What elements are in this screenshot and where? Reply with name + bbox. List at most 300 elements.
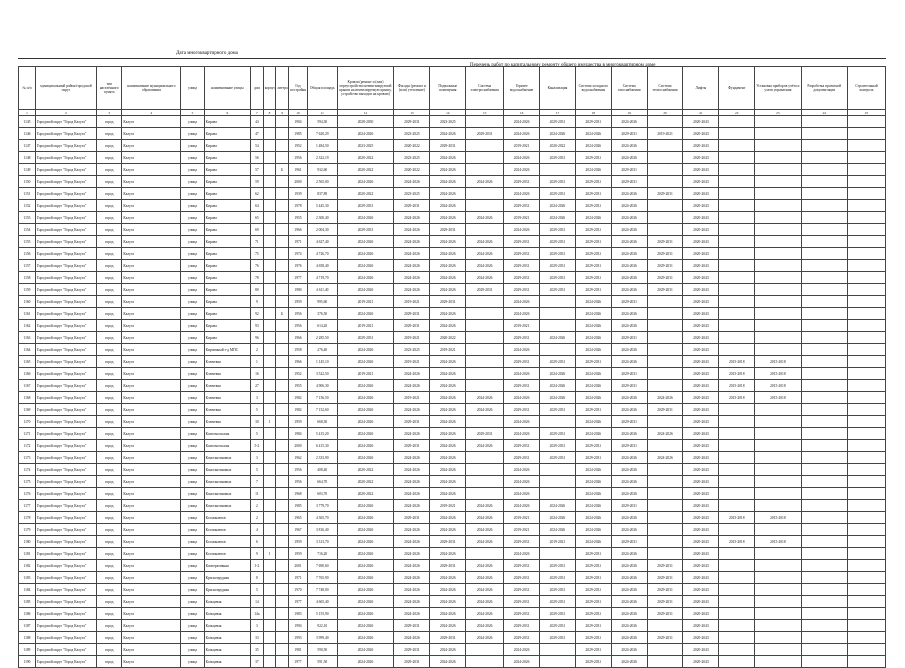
table-cell: улица [181,176,204,188]
table-cell: 2024-2026 [611,152,647,164]
table-cell: Калуга [122,404,181,416]
column-number: 20 [647,110,683,116]
table-cell [755,632,801,644]
table-cell: улица [181,248,204,260]
table-cell: 1970 [289,584,308,596]
table-cell: 2 004,30 [307,224,337,236]
table-cell: 1151 [19,188,36,200]
table-cell: Кирова [204,296,250,308]
table-cell: 2020-2043 [683,248,719,260]
table-cell [755,584,801,596]
table-cell: Калуга [122,632,181,644]
table-cell: Калуга [122,260,181,272]
table-cell: Краснопрудная [204,572,250,584]
table-row [19,368,886,380]
table-cell: 2024-2026 [430,392,466,404]
table-cell [276,380,289,392]
table-row [19,548,886,560]
table-cell: 2019-2021 [504,320,540,332]
table-cell: 2024-2026 [575,128,611,140]
table-row [19,536,886,548]
table-cell: 2024-2026 [540,332,576,344]
table-row [19,560,886,572]
table-cell: 2020-2043 [683,596,719,608]
table-cell [276,392,289,404]
table-cell: 2029-2031 [504,404,540,416]
table-cell: 2029-2031 [575,620,611,632]
table-cell: 1978 [289,200,308,212]
table-cell [719,260,755,272]
table-cell [801,224,847,236]
table-cell [801,200,847,212]
table-cell: 2024-2026 [394,260,430,272]
table-cell: город [97,236,122,248]
table-cell [263,332,276,344]
table-cell: Городской округ "Город Калуга" [35,644,96,656]
table-cell: 2029-2031 [504,236,540,248]
column-number: 25 [847,110,885,116]
table-cell: 2029-2031 [611,296,647,308]
table-cell: 2029-2031 [394,416,430,428]
table-cell [801,404,847,416]
table-cell [801,344,847,356]
capital-repair-table [18,66,886,668]
table-cell: 2024-2026 [611,308,647,320]
table-cell [847,164,885,176]
table-cell: 30 [251,416,264,428]
table-cell: 2020-2043 [683,284,719,296]
table-cell [719,596,755,608]
table-cell: 1 145,10 [307,356,337,368]
table-cell: Калуга [122,476,181,488]
table-cell [801,128,847,140]
table-cell: 2029-2031 [504,536,540,548]
table-cell: 11 [251,488,264,500]
table-cell [801,152,847,164]
table-cell [466,200,504,212]
column-number: 24 [801,110,847,116]
table-cell: 2024-2026 [430,152,466,164]
table-cell: 2024-2026 [337,392,394,404]
table-cell: 2020-2022 [337,476,394,488]
table-cell: 2029-2031 [647,260,683,272]
table-cell: 2020-2022 [337,464,394,476]
table-cell: 2 322,19 [307,152,337,164]
table-cell: 1146 [19,128,36,140]
table-cell: 2024-2026 [430,380,466,392]
table-cell: 2024-2026 [575,464,611,476]
table-cell: 2029-2031 [504,272,540,284]
table-cell: 2024-2026 [337,248,394,260]
table-cell: 2020-2043 [683,272,719,284]
table-cell: 2024-2026 [575,500,611,512]
table-cell: 1173 [19,452,36,464]
table-cell: 2029-2031 [394,644,430,656]
table-row [19,644,886,656]
table-cell [755,116,801,128]
table-cell [755,200,801,212]
column-header: тип населённого пункта [97,67,122,110]
table-cell [276,632,289,644]
table-cell [263,596,276,608]
table-cell: 2020-2043 [683,368,719,380]
table-cell: улица [181,476,204,488]
table-row [19,308,886,320]
table-cell [540,656,576,668]
table-cell [755,608,801,620]
table-cell: Городской округ "Город Калуга" [35,632,96,644]
table-cell: 5-2 [251,440,264,452]
table-cell: 2029-2031 [611,380,647,392]
table-cell: Калуга [122,428,181,440]
table-cell: 2024-2026 [611,464,647,476]
table-cell: город [97,416,122,428]
table-cell [847,452,885,464]
table-cell [647,464,683,476]
table-cell [263,392,276,404]
table-cell [755,236,801,248]
table-cell [719,188,755,200]
table-cell: 1956 [289,308,308,320]
table-cell: улица [181,140,204,152]
table-cell: 2024-2026 [466,440,504,452]
table-row [19,416,886,428]
table-cell: 2023-2025 [394,128,430,140]
table-cell [263,440,276,452]
table-cell: город [97,644,122,656]
table-cell [540,476,576,488]
table-cell: 2024-2026 [394,488,430,500]
table-cell: 2020-2043 [683,632,719,644]
table-cell: 2020-2043 [683,140,719,152]
table-cell: 2024-2026 [611,596,647,608]
table-cell: 2024-2026 [394,176,430,188]
table-cell: 2024-2026 [430,440,466,452]
table-cell: 2020-2022 [337,188,394,200]
table-cell: Кольцевая [204,656,250,668]
table-cell [647,440,683,452]
table-cell: улица [181,200,204,212]
table-cell [263,464,276,476]
table-cell: 1181 [19,548,36,560]
table-cell [847,176,885,188]
table-cell [647,332,683,344]
table-cell: 2024-2026 [466,404,504,416]
table-cell: 2024-2026 [504,368,540,380]
table-cell: 594,30 [307,116,337,128]
table-cell [276,536,289,548]
table-cell [263,212,276,224]
table-cell: 2024-2026 [540,200,576,212]
table-cell: улица [181,380,204,392]
table-cell [755,188,801,200]
table-cell: 2029-2031 [394,656,430,668]
table-cell: 14а [251,608,264,620]
table-cell: Кольцевая [204,596,250,608]
table-cell [276,260,289,272]
table-cell: 4 658,40 [307,260,337,272]
table-cell: 1959 [289,536,308,548]
table-cell: 2024-2026 [430,476,466,488]
table-cell: 2024-2026 [430,320,466,332]
table-cell: 2024-2026 [611,512,647,524]
table-cell: 2029-2031 [540,608,576,620]
table-cell: 2020-2022 [540,140,576,152]
table-cell [755,572,801,584]
table-cell: 2024-2026 [611,212,647,224]
table-cell: 2019-2021 [647,128,683,140]
right-caption: Перечень работ по капитальному ремонту общего имущества в многоквартирном доме [470,63,656,68]
table-cell: 2020-2043 [683,188,719,200]
table-cell: 2 565,00 [307,176,337,188]
table-cell: город [97,152,122,164]
table-cell: 2024-2026 [430,272,466,284]
column-header: № п/п [19,67,36,110]
table-cell [801,272,847,284]
table-cell [466,464,504,476]
table-cell: 2024-2026 [611,116,647,128]
table-cell: город [97,656,122,668]
table-cell: Калуга [122,308,181,320]
table-row [19,476,886,488]
table-cell [847,488,885,500]
table-cell: 7 690,60 [307,560,337,572]
table-cell: 2020-2043 [683,164,719,176]
table-cell: 2020-2043 [683,128,719,140]
table-cell: Калуга [122,608,181,620]
table-row [19,116,886,128]
table-cell: 9 [251,296,264,308]
table-cell [847,320,885,332]
table-cell [466,116,504,128]
table-cell [647,296,683,308]
table-cell [847,224,885,236]
table-cell [801,116,847,128]
table-cell [801,176,847,188]
table-cell [801,608,847,620]
table-cell: 1171 [19,428,36,440]
table-cell [755,656,801,668]
table-cell [801,536,847,548]
table-cell: Калуга [122,452,181,464]
table-cell: 2024-2026 [337,260,394,272]
table-row [19,140,886,152]
table-cell: 3 816,40 [307,524,337,536]
table-cell: 2020-2043 [683,116,719,128]
table-cell: город [97,512,122,524]
table-cell: 2024-2026 [466,620,504,632]
table-cell: 2029-2031 [394,620,430,632]
table-cell: 1175 [19,476,36,488]
table-cell: 2020-2022 [337,152,394,164]
column-number: 22 [719,110,755,116]
table-cell: 2015-2018 [755,536,801,548]
table-cell: 2020-2043 [683,260,719,272]
table-cell [466,416,504,428]
table-cell: 2020-2043 [683,536,719,548]
table-cell [847,536,885,548]
table-cell: 1982 [289,404,308,416]
table-cell: город [97,584,122,596]
table-cell [755,224,801,236]
table-cell: 2024-2026 [504,128,540,140]
table-cell [719,620,755,632]
table-cell [801,572,847,584]
table-cell: 2029-2031 [394,440,430,452]
table-cell [263,584,276,596]
table-cell: 9 [251,548,264,560]
table-cell: Калуга [122,152,181,164]
table-cell: 4 726,70 [307,248,337,260]
table-cell: 922,10 [307,620,337,632]
table-cell: 2024-2026 [504,548,540,560]
table-row [19,164,886,176]
table-cell: 2 [251,344,264,356]
table-cell [719,632,755,644]
table-cell: Городской округ "Город Калуга" [35,260,96,272]
table-cell: 2029-2031 [575,248,611,260]
table-cell: 2024-2026 [394,500,430,512]
table-cell: 614,20 [307,320,337,332]
table-cell: 2024-2026 [466,236,504,248]
table-cell: Городской округ "Город Калуга" [35,380,96,392]
column-number: 13 [394,110,430,116]
column-number: 3 [97,110,122,116]
table-cell [263,380,276,392]
table-cell: 2019-2021 [394,392,430,404]
table-cell: 57 [251,164,264,176]
table-cell [847,188,885,200]
table-cell: 7 [251,476,264,488]
table-cell: 1180 [19,536,36,548]
table-cell: город [97,524,122,536]
table-cell [847,236,885,248]
table-cell: 2029-2031 [647,272,683,284]
table-cell [847,416,885,428]
table-cell [847,368,885,380]
table-cell [263,224,276,236]
table-cell: 2019-2021 [504,524,540,536]
table-cell: 2020-2043 [683,548,719,560]
table-cell: 2020-2043 [683,416,719,428]
table-cell: 2020-2043 [683,200,719,212]
table-cell: Ключевая [204,356,250,368]
table-row [19,344,886,356]
table-cell [276,524,289,536]
table-cell: город [97,428,122,440]
table-cell: Городской округ "Город Калуга" [35,596,96,608]
table-cell: улица [181,392,204,404]
table-cell: 1993 [289,632,308,644]
table-cell [647,644,683,656]
table-cell [719,572,755,584]
table-cell: 2028-2030 [337,116,394,128]
table-cell: 3 999,40 [307,632,337,644]
table-row [19,236,886,248]
table-cell: улица [181,536,204,548]
table-cell: 2020-2022 [337,488,394,500]
table-cell: 2029-2031 [430,536,466,548]
table-cell: Кирова [204,308,250,320]
table-cell [466,320,504,332]
table-cell: 3 779,70 [307,500,337,512]
table-cell: 1962 [289,452,308,464]
table-cell [540,644,576,656]
table-cell: Кирова [204,236,250,248]
table-cell: улица [181,584,204,596]
table-cell [647,152,683,164]
table-cell [719,152,755,164]
table-cell: 2020-2043 [683,440,719,452]
table-cell [647,656,683,668]
table-cell [847,596,885,608]
table-cell: 4 365,70 [307,512,337,524]
table-row [19,452,886,464]
table-cell [276,452,289,464]
table-cell: Городской округ "Город Калуга" [35,272,96,284]
table-cell: 2024-2026 [394,224,430,236]
table-cell [755,140,801,152]
table-cell: город [97,500,122,512]
table-cell: 2020-2043 [683,392,719,404]
table-cell: Ключевая [204,380,250,392]
table-cell: улица [181,488,204,500]
table-cell [847,620,885,632]
table-cell: 2024-2026 [611,392,647,404]
table-cell: 1956 [289,320,308,332]
table-cell [263,608,276,620]
table-cell: 2024-2026 [394,380,430,392]
table-cell: Ключевая [204,392,250,404]
table-cell: 2024-2026 [466,632,504,644]
table-cell: город [97,572,122,584]
table-cell [847,428,885,440]
table-cell [263,296,276,308]
table-cell: 5 445,30 [307,200,337,212]
table-cell: 92 [251,308,264,320]
table-cell [755,596,801,608]
table-cell: 2024-2026 [611,584,647,596]
table-cell: улица [181,404,204,416]
table-cell [801,284,847,296]
column-header: Лифты [683,67,719,110]
table-cell [263,632,276,644]
table-cell: Городской округ "Город Калуга" [35,392,96,404]
table-cell: 2024-2026 [394,272,430,284]
table-cell: 2024-2026 [647,428,683,440]
table-cell [755,308,801,320]
table-cell [719,284,755,296]
table-cell: 2020-2022 [394,140,430,152]
column-number: 19 [611,110,647,116]
table-cell: город [97,344,122,356]
table-cell [647,476,683,488]
table-cell: 2029-2031 [575,176,611,188]
table-cell: 2 [251,500,264,512]
table-cell: 54 [251,140,264,152]
table-cell: 62 [251,188,264,200]
table-cell: Кольцевая [204,620,250,632]
table-cell: 2024-2026 [394,404,430,416]
table-row [19,596,886,608]
table-cell: Кольцевая [204,644,250,656]
table-cell [647,308,683,320]
table-cell: 2024-2026 [430,524,466,536]
table-cell [276,224,289,236]
table-cell [847,440,885,452]
table-cell: 2024-2026 [430,404,466,416]
table-cell: 2024-2026 [575,308,611,320]
